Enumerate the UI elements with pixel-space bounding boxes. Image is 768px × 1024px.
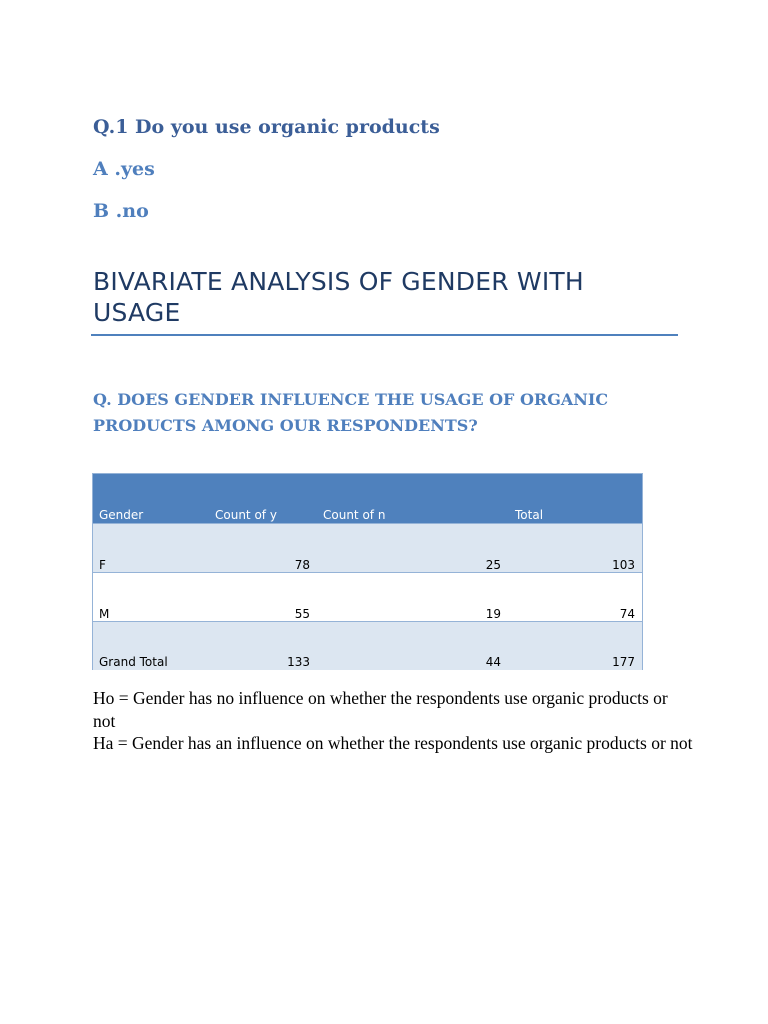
section-divider — [91, 334, 678, 336]
question-1-title: Q.1 Do you use organic products — [93, 116, 440, 138]
cell-total: 177 — [612, 655, 635, 669]
table-row — [93, 523, 642, 573]
cell-count-n: 19 — [485, 607, 501, 621]
header-count-n: Count of n — [323, 508, 386, 522]
cell-total: 74 — [619, 607, 635, 621]
section-heading: BIVARIATE ANALYSIS OF GENDER WITH USAGE — [93, 267, 584, 327]
hypotheses-block — [93, 687, 693, 755]
header-count-y: Count of y — [215, 508, 277, 522]
cell-count-y: 78 — [294, 558, 310, 572]
cell-gender: M — [99, 607, 110, 621]
option-a: A .yes — [93, 158, 155, 180]
table-row-grand-total — [93, 621, 642, 670]
alternative-hypothesis: Ha = Gender has an influence on whether the respondents use organic products or not — [93, 733, 693, 753]
question-2-title: Q. DOES GENDER INFLUENCE THE USAGE OF ORGANIC PRODUCTS AMONG OUR RESPONDENTS? — [93, 390, 609, 435]
cell-count-y: 55 — [294, 607, 310, 621]
cell-count-y: 133 — [287, 655, 310, 669]
cell-gender: Grand Total — [99, 655, 168, 669]
cell-count-n: 44 — [485, 655, 501, 669]
cell-total: 103 — [612, 558, 635, 572]
header-gender: Gender — [99, 508, 144, 522]
cell-gender: F — [99, 558, 106, 572]
option-b: B .no — [93, 200, 149, 222]
table-row — [93, 572, 642, 622]
table-header-row — [93, 474, 642, 523]
cell-count-n: 25 — [485, 558, 501, 572]
crosstab-table — [92, 473, 643, 670]
null-hypothesis: Ho = Gender has no influence on whether the respondents use organic products or not — [93, 688, 668, 731]
header-total: Total — [515, 508, 544, 522]
